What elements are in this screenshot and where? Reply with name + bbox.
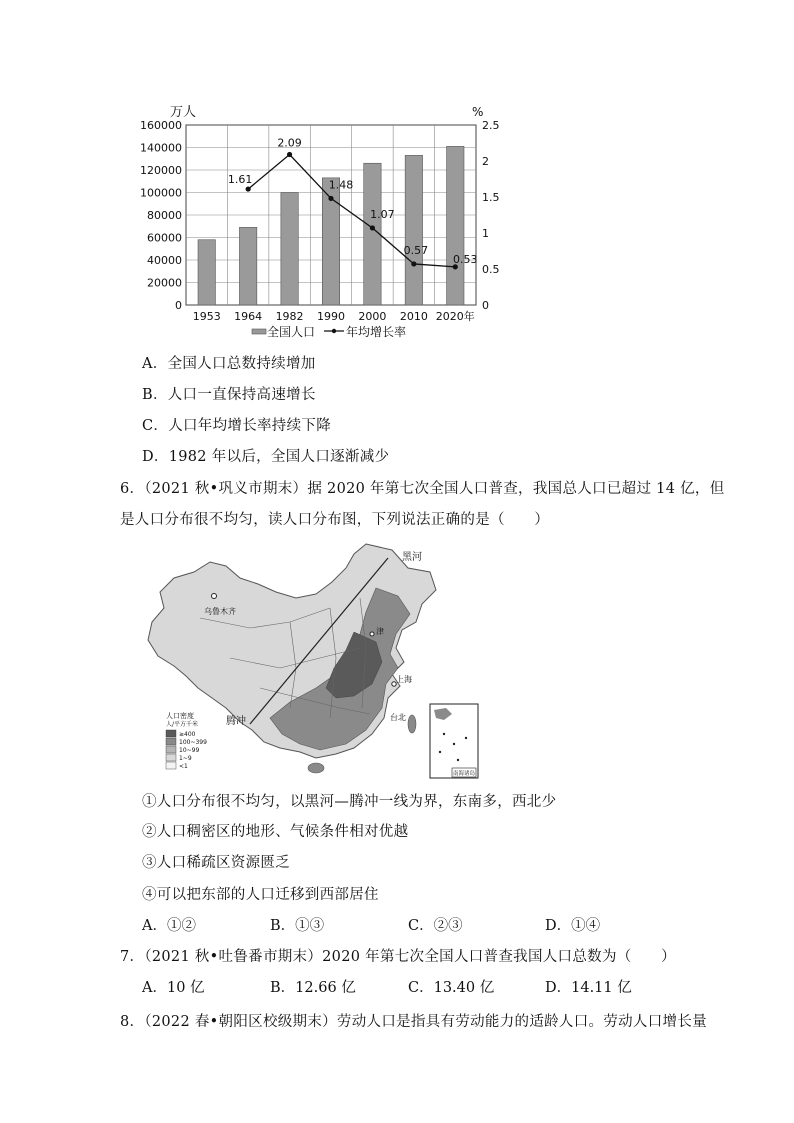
legend-swatch xyxy=(166,738,176,745)
legend-line-marker xyxy=(332,329,336,333)
label-urumqi: 乌鲁木齐 xyxy=(204,607,236,616)
y2-tick-label: 2.5 xyxy=(482,119,500,132)
hainan-island xyxy=(308,763,324,773)
y2-tick-label: 1.5 xyxy=(482,191,500,204)
population-density-map xyxy=(140,538,485,783)
tianjin-marker xyxy=(370,632,374,636)
y2-axis-title: % xyxy=(472,105,484,119)
growth-rate-point xyxy=(370,225,375,230)
growth-rate-point xyxy=(287,152,292,157)
y-tick-label: 100000 xyxy=(140,186,182,200)
y2-tick-label: 1 xyxy=(482,227,489,240)
q5-option-d: D．1982 年以后，全国人口逐渐减少 xyxy=(142,449,390,465)
point-label: 2.09 xyxy=(277,136,302,150)
q8-stem: 8．（2022 春•朝阳区校级期末）劳动人口是指具有劳动能力的适龄人口。劳动人口增长量 xyxy=(120,1014,707,1030)
y-tick-label: 0 xyxy=(175,299,182,312)
bar xyxy=(198,240,215,305)
y-tick-label: 120000 xyxy=(140,164,182,177)
legend-title: 人口密度 xyxy=(166,712,194,720)
q7-option-b: B．12.66 亿 xyxy=(270,980,356,996)
q6-stem-line1: 6．（2021 秋•巩义市期末）据 2020 年第七次全国人口普查，我国总人口已超过 14 亿，但 xyxy=(120,481,725,497)
q6-option-d: D．①④ xyxy=(545,918,601,934)
q7-option-c: C．13.40 亿 xyxy=(408,980,495,996)
q5-option-c: C．人口年均增长率持续下降 xyxy=(142,418,331,434)
q7-stem: 7．（2021 秋•吐鲁番市期末）2020 年第七次全国人口普查我国人口总数为（ ） xyxy=(120,949,676,965)
y2-tick-label: 0 xyxy=(482,299,489,312)
growth-rate-point xyxy=(411,261,416,266)
q5-option-b: B．人口一直保持高速增长 xyxy=(142,387,316,403)
point-label: 0.57 xyxy=(403,243,429,257)
bar xyxy=(281,193,298,306)
y-tick-label: 140000 xyxy=(140,141,182,155)
legend-bar-swatch xyxy=(252,329,266,334)
bar xyxy=(405,155,422,305)
taiwan-island xyxy=(408,715,416,733)
legend-level-label: 1~9 xyxy=(179,755,192,762)
x-tick-label: 2020年 xyxy=(435,310,475,323)
legend-level-label: 100~399 xyxy=(179,739,207,746)
inset-label: 南海诸岛 xyxy=(453,771,476,777)
point-labels xyxy=(228,137,478,266)
label-tianjin: 津 xyxy=(376,627,384,636)
urumqi-marker xyxy=(212,594,217,599)
y2-tick-label: 2 xyxy=(482,155,489,168)
growth-rate-point xyxy=(328,196,333,201)
legend-level-label: ≥400 xyxy=(179,731,196,738)
q6-statement-3: ③人口稀疏区资源匮乏 xyxy=(142,855,290,871)
point-label: 1.07 xyxy=(370,207,395,221)
legend xyxy=(252,324,406,339)
y-tick-label: 80000 xyxy=(147,209,182,222)
label-taibei: 台北 xyxy=(390,713,406,722)
y2-tick-label: 0.5 xyxy=(482,263,500,276)
x-tick-label: 1964 xyxy=(234,310,263,323)
q6-statement-1: ①人口分布很不均匀，以黑河—腾冲一线为界，东南多，西北少 xyxy=(142,794,557,810)
point-label: 1.61 xyxy=(227,173,253,187)
legend-level-label: 10~99 xyxy=(179,747,200,754)
q7-option-d: D．14.11 亿 xyxy=(545,980,632,996)
x-tick-label: 1990 xyxy=(317,310,345,323)
south-sea-inset xyxy=(430,704,478,778)
tick-labels xyxy=(140,119,500,323)
bar xyxy=(447,146,464,305)
q6-statement-2: ②人口稠密区的地形、气候条件相对优越 xyxy=(142,824,409,840)
q6-stem-line2: 是人口分布很不均匀，读人口分布图，下列说法正确的是（ ） xyxy=(120,512,550,528)
x-tick-label: 2000 xyxy=(358,310,387,323)
legend-line-label: 年均增长率 xyxy=(346,325,407,339)
y-tick-label: 40000 xyxy=(147,254,182,267)
label-shanghai: 上海 xyxy=(396,675,412,684)
label-tengchong: 腾冲 xyxy=(226,716,246,727)
legend-swatch xyxy=(166,730,176,737)
point-label: 1.48 xyxy=(328,178,354,192)
legend-swatch xyxy=(166,762,176,769)
q5-option-a: A．全国人口总数持续增加 xyxy=(142,356,316,372)
bar xyxy=(364,163,381,305)
growth-rate-point xyxy=(246,186,251,191)
legend-unit: 人/平方千米 xyxy=(166,721,199,728)
point-label: 0.53 xyxy=(453,252,478,266)
q6-statement-4: ④可以把东部的人口迁移到西部居住 xyxy=(142,887,379,903)
legend-swatch xyxy=(166,746,176,753)
y-tick-label: 60000 xyxy=(147,231,182,245)
legend-swatch xyxy=(166,754,176,761)
q6-option-c: C．②③ xyxy=(408,918,463,934)
q6-option-a: A．①② xyxy=(142,918,196,934)
population-chart xyxy=(140,100,500,340)
y-tick-label: 20000 xyxy=(147,276,182,290)
x-tick-label: 2010 xyxy=(399,310,428,323)
q6-option-b: B．①③ xyxy=(270,918,325,934)
x-tick-label: 1953 xyxy=(192,310,221,323)
bar xyxy=(239,227,256,305)
legend-bar-label: 全国人口 xyxy=(267,325,316,339)
q7-option-a: A．10 亿 xyxy=(142,980,205,996)
y-tick-label: 160000 xyxy=(140,119,182,132)
legend-level-label: <1 xyxy=(179,763,188,770)
x-tick-label: 1982 xyxy=(275,310,304,323)
label-heihe: 黑河 xyxy=(402,552,422,563)
y-axis-title: 万人 xyxy=(170,105,197,120)
